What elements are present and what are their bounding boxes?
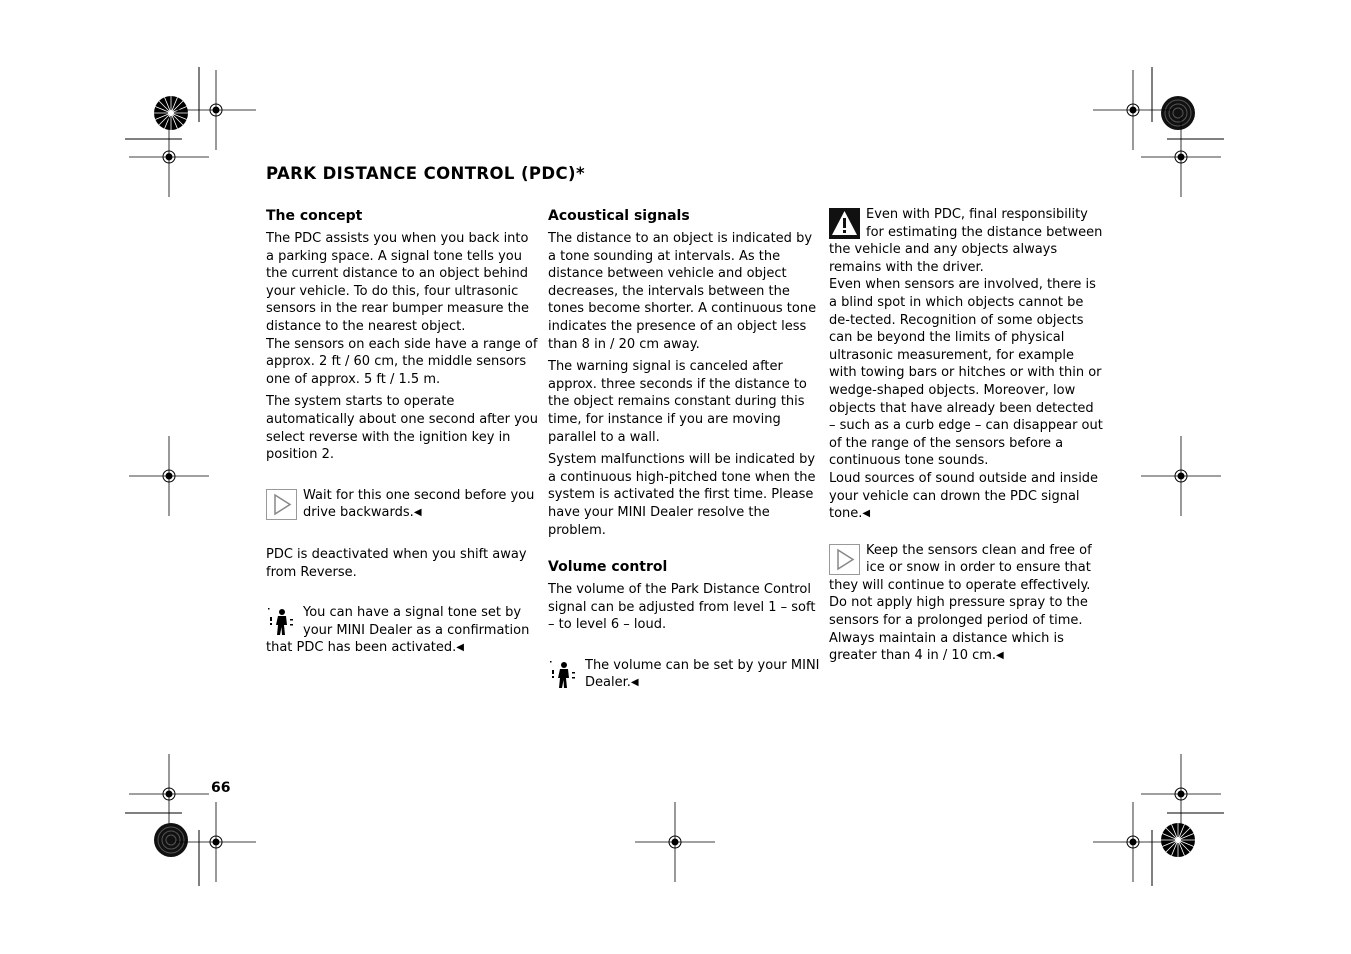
heading-volume-control: Volume control <box>548 559 668 576</box>
concept-paragraph-1: The PDC assists you when you back into a parking space. A signal tone tells you the current distance to an object behind your vehicle. To do this, four ultrasonic sensors in the rear bumper measure the distance to the nearest object. <box>266 231 529 334</box>
column-acoustical-signals <box>548 206 820 698</box>
heading-acoustical-signals: Acoustical signals <box>548 208 690 224</box>
note-text: Wait for this one second before you drive backwards. <box>303 487 535 521</box>
note-high-pressure-spray: Do not apply high pressure spray to the sensors for a prolonged period of time. <box>829 595 1088 629</box>
note-triangle-icon <box>829 544 860 575</box>
end-of-section-arrow-icon: ◀ <box>996 650 1004 662</box>
note-maintain-distance-text: Always maintain a distance which is greater than 4 in / 10 cm. <box>829 630 1064 664</box>
warning-loud-sources <box>829 470 1104 524</box>
warning-loud-sources-text: Loud sources of sound outside and inside your vehicle can drown the PDC signal tone. <box>829 470 1099 522</box>
column-warnings <box>829 206 1104 666</box>
concept-paragraph-3: The system starts to operate automatically about one second after you select reverse with the ignition key in position 2. <box>266 394 538 463</box>
page-title: PARK DISTANCE CONTROL (PDC)* <box>266 164 585 183</box>
warning-text: Even with PDC, final responsibility for estimating the distance between the vehicle and any objects always remains with the driver. <box>829 207 1103 275</box>
end-of-section-arrow-icon: ◀ <box>413 507 422 519</box>
acoustical-paragraph-3: System malfunctions will be indicated by a continuous high-pitched tone when the system is activated the first time. Please have your MINI Dealer resolve the problem. <box>548 452 816 538</box>
warning-driver-responsibility <box>829 206 1104 276</box>
mini-dealer-icon <box>548 659 579 690</box>
heading-the-concept: The concept <box>266 208 363 224</box>
volume-paragraph: The volume of the Park Distance Control signal can be adjusted from level 1 – soft – to level 6 – loud. <box>548 582 816 633</box>
note-text: The volume can be set by your MINI Dealer. <box>585 657 820 691</box>
note-triangle-icon <box>266 489 297 520</box>
mini-dealer-icon <box>266 606 297 637</box>
note-volume-dealer <box>548 657 820 693</box>
warning-triangle-icon <box>829 208 860 239</box>
acoustical-paragraph-2: The warning signal is canceled after approx. three seconds if the distance to the object remains constant during this time, for instance if you are moving parallel to a wall. <box>548 359 807 445</box>
note-maintain-distance <box>829 630 1104 666</box>
end-of-section-arrow-icon: ◀ <box>630 677 639 689</box>
end-of-section-arrow-icon: ◀ <box>862 508 871 520</box>
note-wait-one-second <box>266 487 538 523</box>
concept-paragraph-2: The sensors on each side have a range of approx. 2 ft / 60 cm, the middle sensors one of approx. 5 ft / 1.5 m. <box>266 336 538 387</box>
end-of-section-arrow-icon: ◀ <box>456 642 464 654</box>
concept-paragraph-4: PDC is deactivated when you shift away from Reverse. <box>266 546 527 580</box>
warning-blind-spot: Even when sensors are involved, there is a blind spot in which objects cannot be de-tected. Recognition of some objects can be beyond the limits of physical ultrasonic measurement, for example with towing bars or hitches or with thin or wedge-shaped objects. Moreover, low objects that have already been detected – such as a curb edge – can disappear out of the range of the sensors before a continuous tone sounds. <box>829 277 1103 469</box>
note-dealer-signal-tone <box>266 604 538 658</box>
acoustical-paragraph-1: The distance to an object is indicated by a tone sounding at intervals. As the distance between vehicle and object decreases, the intervals between the tones become shorter. A continuous tone indicates the presence of an object less than 8 in / 20 cm away. <box>548 231 817 352</box>
column-concept <box>266 206 538 663</box>
page-number: 66 <box>211 780 231 796</box>
note-text: You can have a signal tone set by your MINI Dealer as a confirmation that PDC has been activated. <box>266 605 530 656</box>
note-keep-sensors-clean <box>829 542 1104 595</box>
note-text: Keep the sensors clean and free of ice or snow in order to ensure that they will continue to operate effectively. <box>829 542 1092 593</box>
